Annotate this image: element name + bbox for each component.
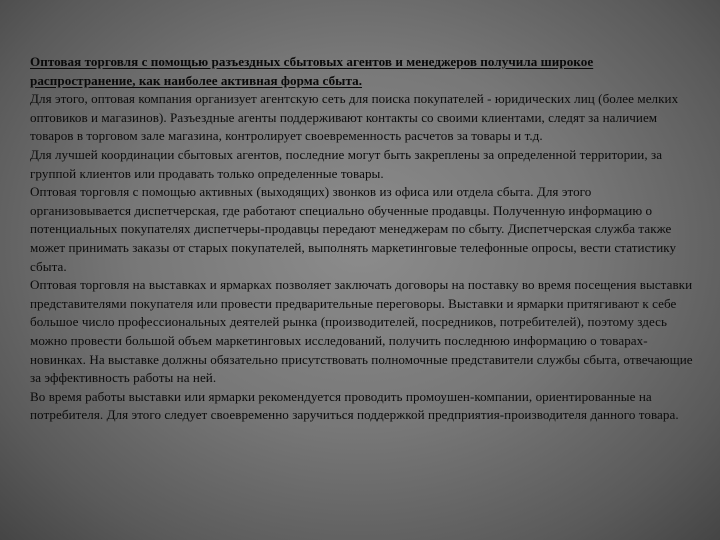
slide-text-block — [30, 53, 695, 425]
paragraph-exhibitions: Оптовая торговля на выставках и ярмарках позволяет заключать договоры на поставку во время посещения выставки представителями покупателя или провести предварительные переговоры. Выставки и ярмарки притягивают к себе большое число профессиональных деятелей рынка (производителей, посредников, потребителей), поэтому здесь можно провести большой объем маркетинговых исследований, получить последнюю информацию о товарах-новинках. На выставке должны обязательно присутствовать полномочные представители службы сбыта, отвечающие за эффективность работы на ней. — [30, 277, 693, 386]
paragraph-agent-coordination: Для лучшей координации сбытовых агентов, последние могут быть закреплены за определенной территории, за группой клиентов или продавать только определенные товары. — [30, 146, 663, 181]
paragraph-promotion: Во время работы выставки или ярмарки рекомендуется проводить промоушен-компании, ориентированные на потребителя. Для этого следует своевременно заручиться поддержкой предприятия-производителя данного товара. — [30, 388, 679, 423]
paragraph-outbound-calls: Оптовая торговля с помощью активных (выходящих) звонков из офиса или отдела сбыта. Для этого организовывается диспетчерская, где работают специально обученные продавцы. Полученную информацию о потенциальных покупателях диспетчеры-продавцы передают менеджерам по сбыту. Диспетчерская служба также может принимать заказы от старых покупателей, выполнять маркетинговые телефонные опросы, вести статистику сбыта. — [30, 184, 677, 274]
paragraph-sales-agents: Для этого, оптовая компания организует агентскую сеть для поиска покупателей - юридических лиц (более мелких оптовиков и магазинов). Разъездные агенты поддерживают контакты со своими клиентами, следят за наличием товаров в торговом зале магазина, контролирует своевременность расчетов за товары и т.д. — [30, 91, 679, 144]
slide-heading: Оптовая торговля с помощью разъездных сбытовых агентов и менеджеров получила широкое распространение, как наиболее активная форма сбыта. — [30, 54, 594, 88]
